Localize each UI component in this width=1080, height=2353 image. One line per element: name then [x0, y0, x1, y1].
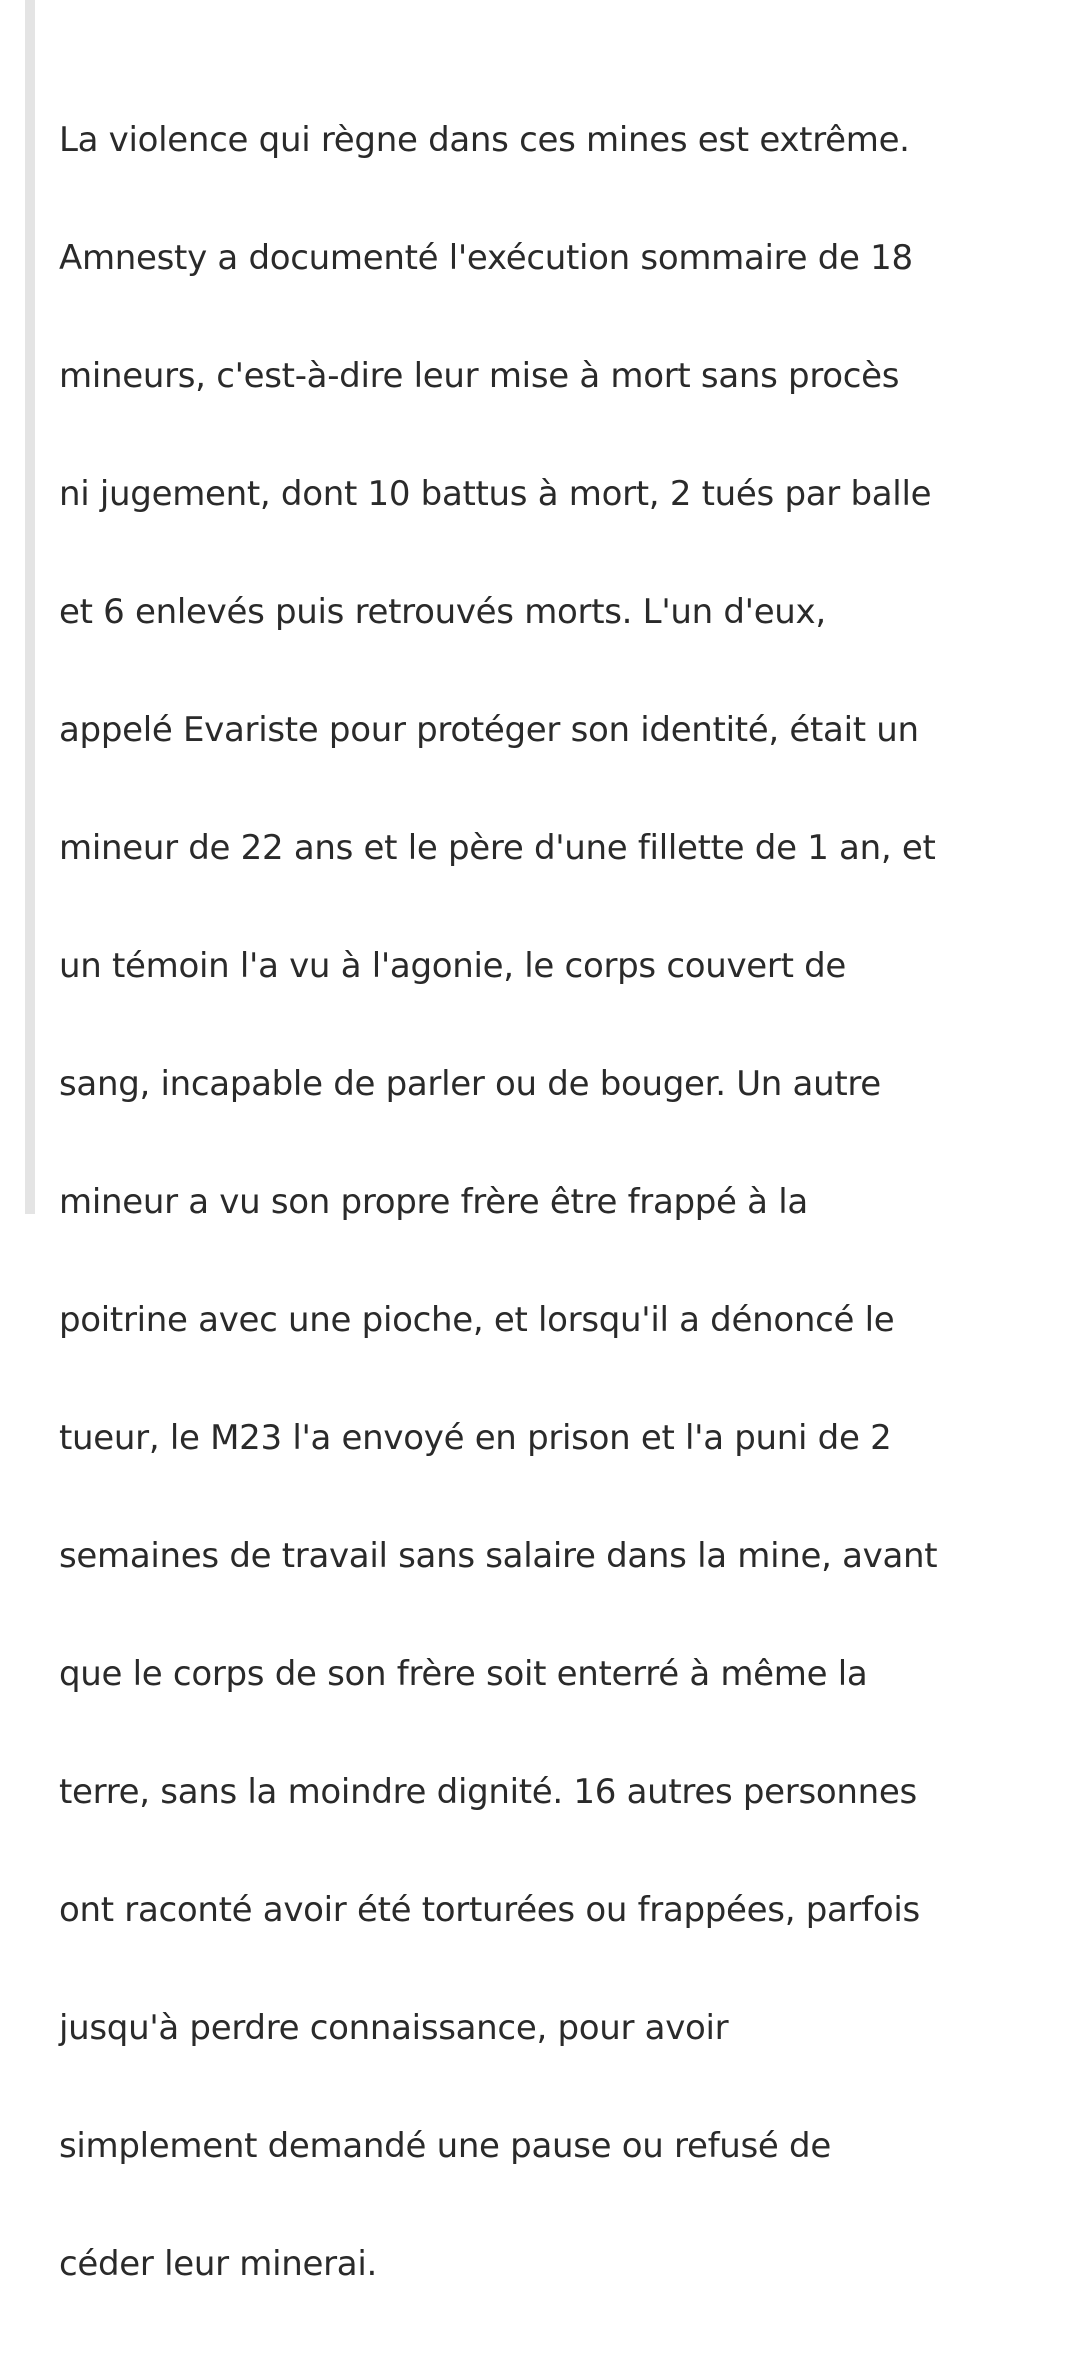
text-line: ni jugement, dont 10 battus à mort, 2 tués par balle: [59, 474, 932, 514]
text-line: un témoin l'a vu à l'agonie, le corps couvert de: [59, 946, 847, 986]
text-line: mineur a vu son propre frère être frappé à la: [59, 1182, 808, 1222]
text-line: semaines de travail sans salaire dans la mine, avant: [59, 1536, 938, 1576]
text-line: sang, incapable de parler ou de bouger. Un autre: [59, 1064, 881, 1104]
text-line: Amnesty a documenté l'exécution sommaire de 18: [59, 238, 913, 278]
text-line: ont raconté avoir été torturées ou frappées, parfois: [59, 1890, 920, 1930]
text-line: appelé Evariste pour protéger son identité, était un: [59, 710, 919, 750]
text-line: céder leur minerai.: [59, 2244, 377, 2284]
text-line: tueur, le M23 l'a envoyé en prison et l'a puni de 2: [59, 1418, 892, 1458]
text-line: et 6 enlevés puis retrouvés morts. L'un d'eux,: [59, 592, 826, 632]
text-line: mineurs, c'est-à-dire leur mise à mort sans procès: [59, 356, 900, 396]
blockquote-bar: [25, 0, 35, 1214]
text-line: que le corps de son frère soit enterré à même la: [59, 1654, 868, 1694]
text-line: mineur de 22 ans et le père d'une fillette de 1 an, et: [59, 828, 936, 868]
text-line: poitrine avec une pioche, et lorsqu'il a dénoncé le: [59, 1300, 895, 1340]
text-line: terre, sans la moindre dignité. 16 autres personnes: [59, 1772, 917, 1812]
text-line: jusqu'à perdre connaissance, pour avoir: [59, 2008, 729, 2048]
text-line: La violence qui règne dans ces mines est extrême.: [59, 120, 910, 160]
text-line: simplement demandé une pause ou refusé de: [59, 2126, 831, 2166]
blockquote-text: [59, 52, 1069, 2353]
